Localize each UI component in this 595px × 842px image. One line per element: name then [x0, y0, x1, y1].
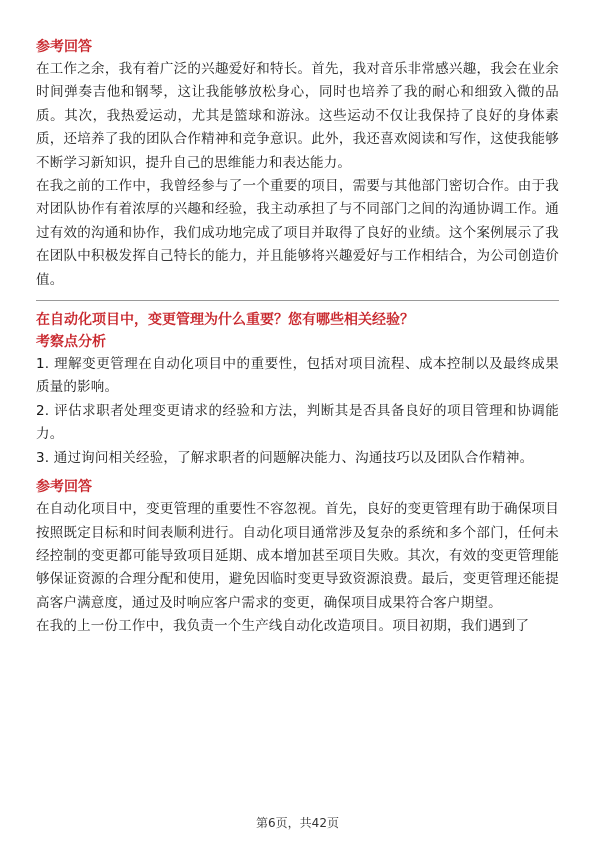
section-divider — [36, 300, 559, 301]
analysis-item: 2. 评估求职者处理变更请求的经验和方法，判断其是否具备良好的项目管理和协调能力。 — [36, 402, 559, 443]
page-number: 第6页，共42页 — [256, 816, 339, 830]
answer-paragraph: 在我的上一份工作中，我负责一个生产线自动化改造项目。项目初期，我们遇到了 — [36, 618, 530, 635]
answer-paragraph: 在自动化项目中，变更管理的重要性不容忽视。首先，良好的变更管理有助于确保项目按照既定目标和时间表顺利进行。自动化项目通常涉及复杂的系统和多个部门，任何未经控制的变更都可能导致项目延期、成本增加甚至项目失败。其次，有效的变更管理能够保证资源的合理分配和使用，避免因临时变更导致资源浪费。最后，变更管理还能提高客户满意度，通过及时响应客户需求的变更，确保项目成果符合客户期望。 — [36, 501, 559, 611]
reference-answer-heading: 参考回答 — [36, 39, 92, 55]
analysis-item: 3. 通过询问相关经验，了解求职者的问题解决能力、沟通技巧以及团队合作精神。 — [36, 449, 534, 466]
answer-paragraph: 在工作之余，我有着广泛的兴趣爱好和特长。首先，我对音乐非常感兴趣，我会在业余时间弹奏吉他和钢琴，这让我能够放松身心，同时也培养了我的耐心和细致入微的品质。其次，我热爱运动，尤其是篮球和游泳。这些运动不仅让我保持了良好的身体素质，还培养了我的团队合作精神和竞争意识。此外，我还喜欢阅读和写作，这使我能够不断学习新知识，提升自己的思维能力和表达能力。 — [36, 61, 559, 171]
analysis-item: 1. 理解变更管理在自动化项目中的重要性，包括对项目流程、成本控制以及最终成果质量的影响。 — [36, 356, 559, 396]
answer-paragraph: 在我之前的工作中，我曾经参与了一个重要的项目，需要与其他部门密切合作。由于我对团队协作有着浓厚的兴趣和经验，我主动承担了与不同部门之间的沟通协调工作。通过有效的沟通和协作，我们成功地完成了项目并取得了良好的业绩。这个案例展示了我在团队中积极发挥自己特长的能力，并且能够将兴趣爱好与工作相结合，为公司创造价值。 — [36, 178, 559, 288]
question-title: 在自动化项目中，变更管理为什么重要？您有哪些相关经验？ — [36, 312, 414, 329]
analysis-heading: 考察点分析 — [36, 334, 106, 351]
page-content — [36, 36, 559, 639]
reference-answer-heading: 参考回答 — [36, 479, 92, 496]
